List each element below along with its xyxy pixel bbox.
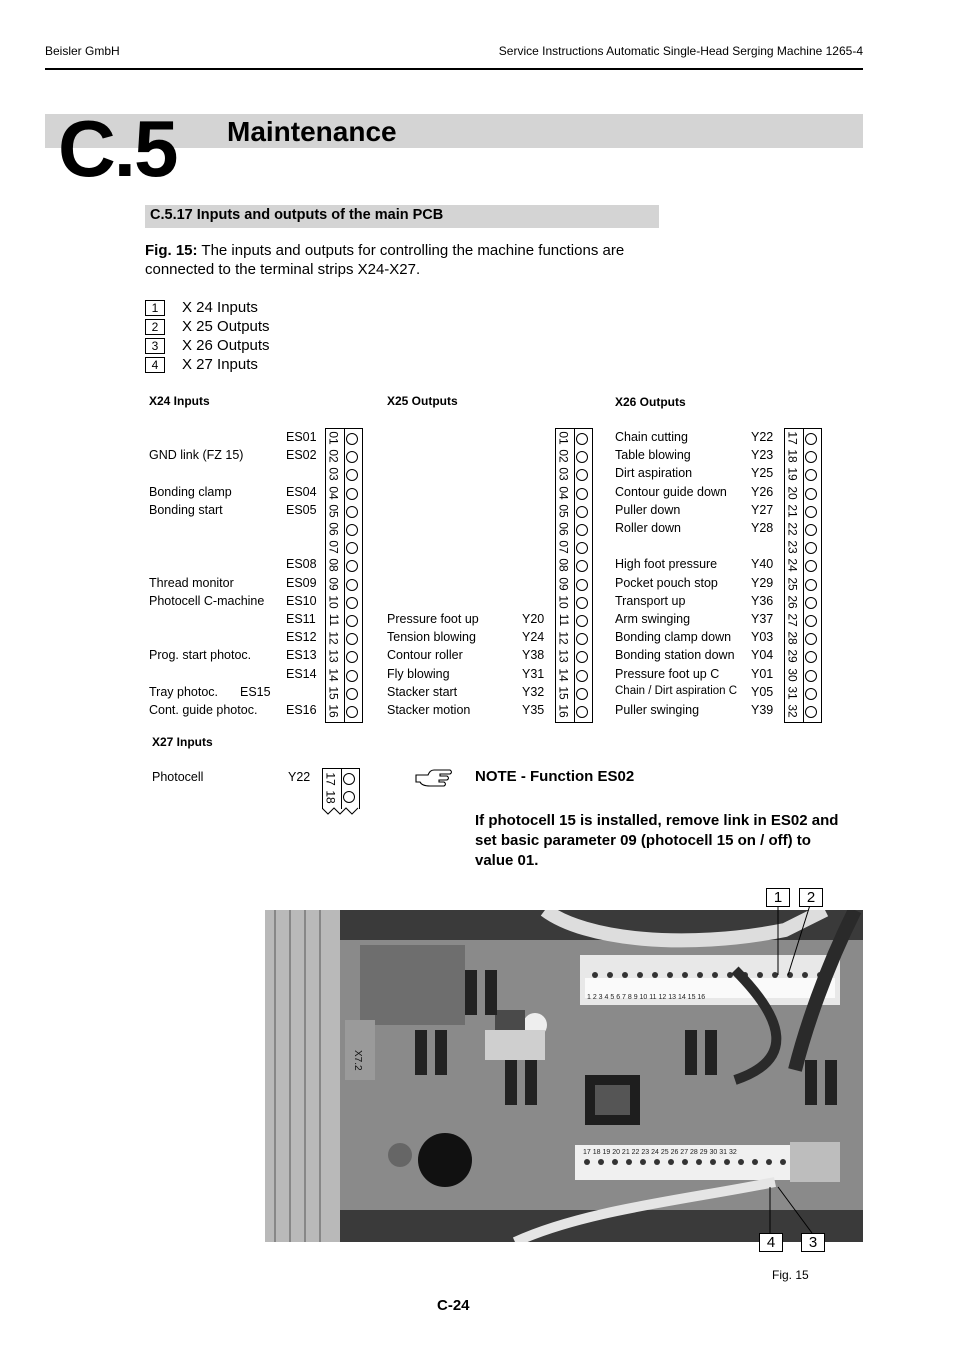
terminal-screw [576, 560, 588, 572]
strip-separator [344, 429, 345, 722]
x24-row-code: ES05 [286, 502, 317, 517]
pin-number: 16 [556, 704, 571, 718]
pin-number: 01 [556, 431, 571, 445]
x24-row-code: ES04 [286, 484, 317, 499]
legend-item [145, 355, 258, 374]
x24-row-code: ES15 [240, 684, 271, 699]
x24-row-label: Tray photoc. [149, 684, 219, 699]
x25-row-code: Y31 [522, 666, 545, 681]
x26-row-label: Transport up [615, 593, 686, 608]
legend-label: X 27 Inputs [182, 356, 258, 373]
callout-lines [760, 900, 840, 1250]
x25-row-code: Y20 [522, 612, 545, 626]
header-doc-title: Service Instructions Automatic Single-Head Serging Machine 1265-4 [498, 44, 863, 58]
pin-number: 22 [785, 522, 800, 536]
x24-row-code: ES13 [286, 648, 317, 663]
terminal-screw [576, 469, 588, 481]
pin-number: 24 [785, 558, 800, 573]
pin-number: 25 [785, 576, 800, 591]
pin-number: 05 [326, 504, 341, 518]
pin-number: 07 [556, 540, 571, 554]
terminal-screw [576, 579, 588, 591]
terminal-screw [805, 560, 817, 572]
x25-row-label: Stacker motion [387, 703, 471, 717]
x26-row-code: Y39 [751, 703, 774, 717]
x26-row-code: Y37 [751, 612, 774, 626]
terminal-screw [805, 706, 817, 718]
intro-paragraph [145, 241, 645, 279]
terminal-screw [805, 579, 817, 591]
x25-row-code: Y32 [522, 684, 545, 699]
x24-terminal-strip [325, 428, 363, 723]
x24-row-label: Cont. guide photoc. [149, 703, 258, 717]
x24-row-code: ES16 [286, 703, 317, 717]
x24-row-label: Photocell C-machine [149, 593, 265, 608]
note-text: If photocell 15 is installed, remove link in ES02 and set basic parameter 09 (photocell 15 on / off) to value 01. [475, 812, 839, 869]
x26-row-code: Y26 [751, 484, 774, 499]
terminal-screw [805, 688, 817, 700]
legend-item [145, 298, 258, 317]
pin-number: 17 [323, 772, 338, 786]
x26-row-label: Arm swinging [615, 612, 691, 626]
x26-row-label: Contour guide down [615, 484, 727, 499]
pin-number: 06 [556, 522, 571, 536]
legend-number: 1 [145, 300, 165, 316]
x26-row-code: Y28 [751, 521, 774, 535]
photo-strip-top-numbers: 1 2 3 4 5 6 7 8 9 10 11 12 13 14 15 16 [587, 994, 706, 1001]
legend-label: X 24 Inputs [182, 299, 258, 316]
x26-row-label: Chain / Dirt aspiration C [615, 684, 738, 697]
x26-row-code: Y22 [751, 430, 774, 444]
x26-row-label: Puller down [615, 502, 681, 517]
x26-row-label: High foot pressure [615, 557, 718, 572]
pin-number: 03 [326, 467, 341, 482]
x24-row-code: ES12 [286, 630, 317, 645]
x26-row-label: Pocket pouch stop [615, 575, 718, 590]
x24-heading: X24 Inputs [149, 394, 210, 408]
pin-number: 19 [785, 467, 800, 482]
pin-number: 30 [785, 667, 800, 682]
x24-row-label: Bonding start [149, 502, 223, 517]
x26-row-label: Chain cutting [615, 430, 688, 444]
pin-number: 28 [785, 631, 800, 645]
pin-number: 01 [326, 431, 341, 445]
legend-item [145, 336, 270, 355]
pin-number: 21 [785, 504, 800, 518]
terminal-screw [346, 706, 358, 718]
x26-row-label: Pressure foot up C [615, 666, 720, 681]
fig-label: Fig. 15: [145, 242, 198, 259]
strip-separator [574, 429, 575, 722]
pin-number: 13 [326, 649, 341, 664]
pin-number: 18 [785, 449, 800, 463]
intro-text: The inputs and outputs for controlling the machine functions are connected to the terminal strips X24-X27. [145, 242, 625, 278]
x25-row-label: Fly blowing [387, 666, 450, 681]
terminal-screw [346, 469, 358, 481]
x25-row-label: Pressure foot up [387, 612, 479, 626]
x25-row-label: Tension blowing [387, 630, 476, 645]
x27-terminal-strip [322, 768, 360, 809]
pin-number: 02 [556, 449, 571, 463]
x26-row-code: Y23 [751, 448, 774, 463]
pin-number: 04 [326, 485, 341, 500]
terminal-screw [576, 651, 588, 663]
terminal-screw [343, 773, 355, 785]
x26-heading: X26 Outputs [615, 395, 686, 409]
terminal-screw [346, 615, 358, 627]
x26-row-label: Bonding clamp down [615, 630, 732, 645]
pin-number: 32 [785, 704, 800, 718]
terminal-screw [805, 488, 817, 500]
x24-row-code: ES10 [286, 593, 317, 608]
x24-row-code: ES01 [286, 430, 317, 444]
pin-number: 06 [326, 522, 341, 536]
x25-heading: X25 Outputs [387, 394, 458, 408]
terminal-screw [346, 524, 358, 536]
x24-row-code: ES11 [286, 612, 316, 626]
pin-number: 20 [785, 485, 800, 500]
x26-row-code: Y27 [751, 502, 774, 517]
terminal-screw [805, 542, 817, 554]
terminal-screw [576, 524, 588, 536]
x25-row-code: Y24 [522, 630, 545, 645]
legend-number: 4 [145, 357, 165, 373]
terminal-screw [576, 706, 588, 718]
callout-4: 4 [759, 1233, 783, 1252]
callout-1: 1 [766, 888, 790, 907]
terminal-screw [343, 791, 355, 803]
pin-number: 16 [326, 704, 341, 718]
terminal-screw [346, 579, 358, 591]
pin-number: 17 [785, 431, 800, 445]
x24-row-label: Bonding clamp [149, 484, 232, 499]
terminal-screw [805, 506, 817, 518]
pin-number: 31 [785, 686, 800, 700]
pin-number: 09 [326, 576, 341, 591]
terminal-screw [805, 433, 817, 445]
x24-row-label: Prog. start photoc. [149, 648, 252, 663]
header-company: Beisler GmbH [45, 44, 120, 58]
terminal-screw [346, 688, 358, 700]
terminal-screw [805, 670, 817, 682]
x25-row-label: Contour roller [387, 648, 463, 663]
terminal-screw [346, 488, 358, 500]
x26-row-label: Dirt aspiration [615, 466, 693, 481]
terminal-screw [576, 451, 588, 463]
terminal-screw [805, 651, 817, 663]
strip-break-line [322, 806, 360, 816]
x27-label: Photocell [152, 770, 204, 784]
pin-number: 14 [326, 667, 341, 682]
x26-row-label: Roller down [615, 521, 682, 535]
chapter-number: C.5 [58, 104, 177, 193]
x26-terminal-strip [784, 428, 822, 723]
x24-row-code: ES09 [286, 575, 317, 590]
pin-number: 02 [326, 449, 341, 463]
terminal-screw [805, 633, 817, 645]
legend-number: 2 [145, 319, 165, 335]
header-rule [45, 68, 863, 70]
pin-number: 04 [556, 485, 571, 500]
x26-row-label: Table blowing [615, 448, 691, 463]
pin-number: 14 [556, 667, 571, 682]
x26-row-code: Y40 [751, 557, 774, 572]
x24-row-label: GND link (FZ 15) [149, 448, 244, 463]
pin-number: 29 [785, 649, 800, 664]
x26-row-label: Puller swinging [615, 703, 700, 717]
x27-code: Y22 [288, 770, 311, 784]
strip-separator [341, 769, 342, 809]
terminal-screw [576, 670, 588, 682]
legend-item [145, 317, 270, 336]
pointing-hand-icon [414, 766, 454, 788]
x26-row-code: Y36 [751, 593, 774, 608]
note-title: NOTE - Function ES02 [475, 768, 635, 785]
terminal-screw [346, 451, 358, 463]
terminal-screw [346, 633, 358, 645]
pin-number: 27 [785, 613, 800, 627]
x24-row-code: ES08 [286, 557, 317, 572]
terminal-screw [805, 615, 817, 627]
terminal-screw [576, 488, 588, 500]
x26-row-code: Y03 [751, 630, 774, 645]
strip-separator [803, 429, 804, 722]
pin-number: 10 [326, 595, 341, 609]
x25-row-label: Stacker start [387, 684, 458, 699]
photo-chip-label: X7.2 [352, 1050, 363, 1071]
photo-strip-bottom-numbers: 17 18 19 20 21 22 23 24 25 26 27 28 29 30 31 32 [583, 1149, 737, 1156]
callout-3: 3 [801, 1233, 825, 1252]
x26-row-code: Y05 [751, 684, 774, 699]
terminal-screw [346, 670, 358, 682]
terminal-screw [576, 688, 588, 700]
terminal-screw [576, 633, 588, 645]
terminal-screw [805, 469, 817, 481]
pin-number: 11 [327, 613, 341, 627]
x25-row-code: Y35 [522, 703, 545, 717]
terminal-screw [346, 433, 358, 445]
x27-heading: X27 Inputs [152, 735, 213, 749]
x26-row-code: Y01 [751, 666, 774, 681]
x25-terminal-strip [555, 428, 593, 723]
terminal-screw [346, 597, 358, 609]
pin-number: 15 [556, 686, 571, 700]
x25-row-code: Y38 [522, 648, 545, 663]
terminal-screw [576, 433, 588, 445]
x24-row-code: ES02 [286, 448, 317, 463]
terminal-screw [346, 651, 358, 663]
terminal-screw [346, 542, 358, 554]
terminal-screw [576, 542, 588, 554]
legend-label: X 25 Outputs [182, 318, 270, 335]
pin-number: 23 [785, 540, 800, 554]
pin-number: 12 [326, 631, 341, 645]
pin-number: 18 [323, 790, 338, 804]
x26-row-code: Y25 [751, 466, 774, 481]
figure-caption: Fig. 15 [772, 1268, 809, 1282]
legend-number: 3 [145, 338, 165, 354]
pin-number: 26 [785, 595, 800, 609]
x26-row-code: Y04 [751, 648, 774, 663]
pin-number: 12 [556, 631, 571, 645]
terminal-screw [576, 615, 588, 627]
terminal-screw [805, 524, 817, 536]
section-title: C.5.17 Inputs and outputs of the main PCB [150, 207, 444, 223]
x24-row-label: Thread monitor [149, 575, 234, 590]
x26-row-code: Y29 [751, 575, 774, 590]
pin-number: 05 [556, 504, 571, 518]
terminal-screw [576, 597, 588, 609]
pin-number: 09 [556, 576, 571, 591]
terminal-screw [346, 560, 358, 572]
pin-number: 15 [326, 686, 341, 700]
pin-number: 13 [556, 649, 571, 664]
chapter-title: Maintenance [227, 116, 397, 147]
x26-row-label: Bonding station down [615, 648, 735, 663]
pin-number: 08 [556, 558, 571, 573]
pin-number: 07 [326, 540, 341, 554]
callout-2: 2 [799, 888, 823, 907]
pin-number: 08 [326, 558, 341, 573]
terminal-screw [576, 506, 588, 518]
pin-number: 03 [556, 467, 571, 482]
page-number: C-24 [437, 1297, 470, 1314]
terminal-screw [346, 506, 358, 518]
pin-number: 11 [557, 613, 571, 627]
terminal-screw [805, 597, 817, 609]
legend-label: X 26 Outputs [182, 337, 270, 354]
x24-row-code: ES14 [286, 666, 317, 681]
terminal-screw [805, 451, 817, 463]
pin-number: 10 [556, 595, 571, 609]
